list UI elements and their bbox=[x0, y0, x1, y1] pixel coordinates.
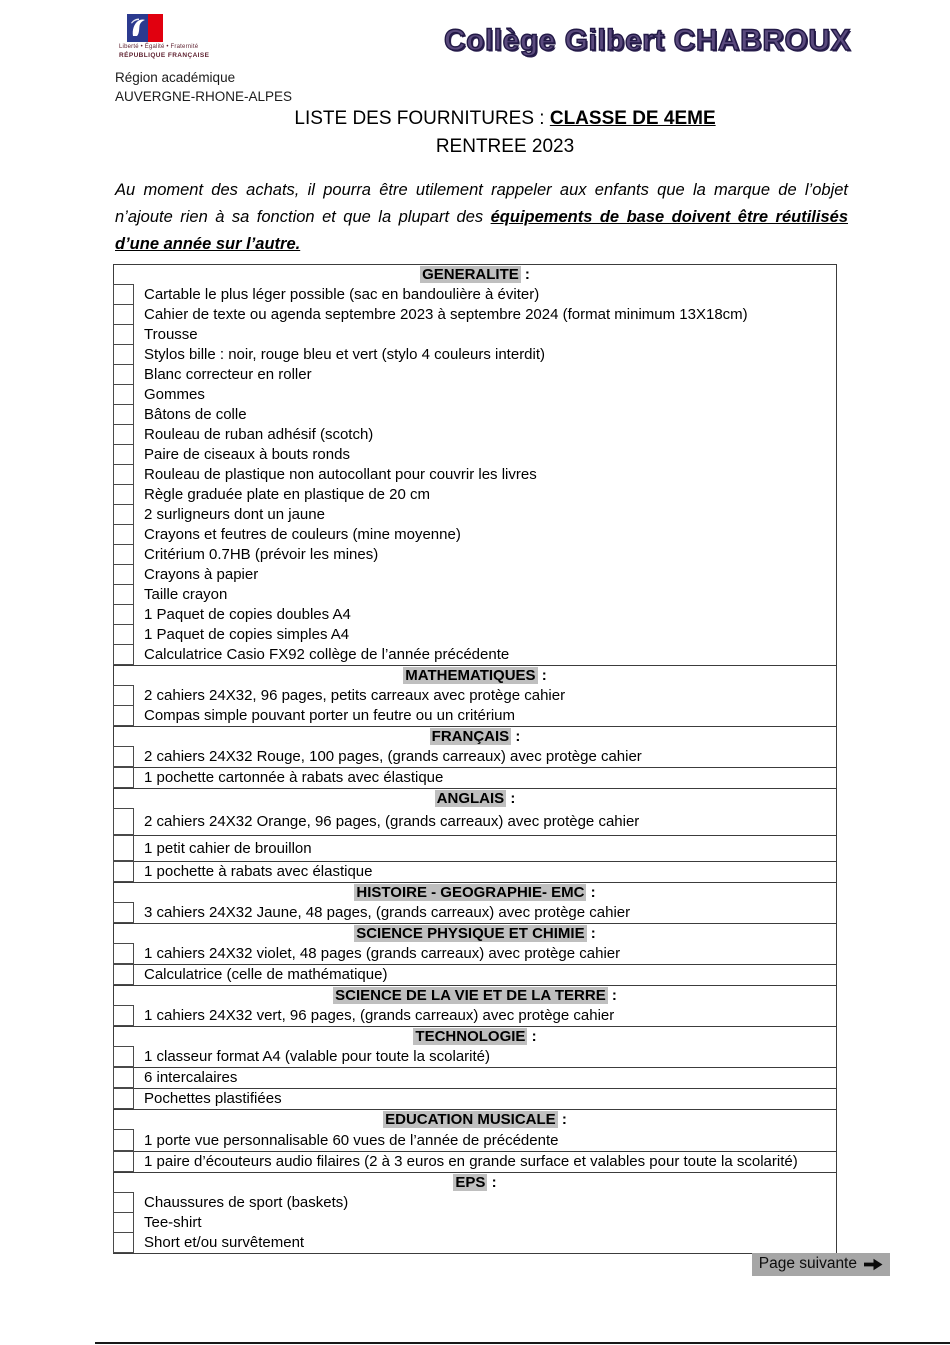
item-checkbox[interactable] bbox=[113, 444, 134, 465]
table-row bbox=[114, 706, 836, 726]
next-page-label: Page suivante bbox=[758, 1255, 857, 1272]
item-label: 1 cahiers 24X32 vert, 96 pages, (grands carreaux) avec protège cahier bbox=[144, 1007, 615, 1024]
item-checkbox[interactable] bbox=[113, 364, 134, 385]
section-header: SCIENCE PHYSIQUE ET CHIMIE : bbox=[114, 923, 836, 944]
section-title-highlight: SCIENCE PHYSIQUE ET CHIMIE bbox=[356, 925, 585, 942]
item-label: Taille crayon bbox=[144, 586, 228, 603]
region-line2: AUVERGNE-RHONE-ALPES bbox=[115, 89, 293, 105]
item-checkbox[interactable] bbox=[113, 284, 134, 305]
item-label: 1 pochette cartonnée à rabats avec élastique bbox=[144, 769, 444, 786]
item-label: Chaussures de sport (baskets) bbox=[144, 1194, 349, 1211]
table-row bbox=[114, 1193, 836, 1213]
table-row bbox=[114, 1151, 836, 1172]
item-checkbox[interactable] bbox=[113, 861, 134, 882]
item-label: Calculatrice Casio FX92 collège de l’année précédente bbox=[144, 646, 510, 663]
item-checkbox[interactable] bbox=[113, 604, 134, 625]
item-label: Blanc correcteur en roller bbox=[144, 366, 312, 383]
section-title-highlight: EDUCATION MUSICALE bbox=[385, 1111, 556, 1128]
item-checkbox[interactable] bbox=[113, 464, 134, 485]
flag-blue-panel bbox=[127, 14, 148, 42]
item-label: 2 cahiers 24X32 Orange, 96 pages, (grands carreaux) avec protège cahier bbox=[144, 813, 640, 830]
item-label: 1 paire d’écouteurs audio filaires (2 à 3 euros en grande surface et valables pour toute la scolarité) bbox=[144, 1153, 798, 1170]
item-checkbox[interactable] bbox=[113, 584, 134, 605]
republic-logo-block bbox=[115, 14, 305, 107]
item-label: Règle graduée plate en plastique de 20 cm bbox=[144, 486, 431, 503]
table-row bbox=[114, 1047, 836, 1067]
item-checkbox[interactable] bbox=[113, 835, 134, 861]
section-title-highlight: GENERALITE bbox=[422, 266, 519, 283]
table-row bbox=[114, 425, 836, 445]
item-label: 1 pochette à rabats avec élastique bbox=[144, 863, 373, 880]
table-row bbox=[114, 1067, 836, 1088]
item-checkbox[interactable] bbox=[113, 1088, 134, 1109]
item-checkbox[interactable] bbox=[113, 943, 134, 964]
section-title-highlight: SCIENCE DE LA VIE ET DE LA TERRE bbox=[335, 987, 606, 1004]
item-label: 1 porte vue personnalisable 60 vues de l’année de précédente bbox=[144, 1131, 559, 1149]
table-row bbox=[114, 747, 836, 767]
section-header: EDUCATION MUSICALE : bbox=[114, 1109, 836, 1130]
school-title: Collège Gilbert CHABROUX bbox=[443, 24, 852, 57]
item-label: Cartable le plus léger possible (sac en bandoulière à éviter) bbox=[144, 286, 540, 303]
table-row bbox=[114, 964, 836, 985]
table-row bbox=[114, 365, 836, 385]
item-label: 2 surligneurs dont un jaune bbox=[144, 506, 325, 523]
table-row bbox=[114, 525, 836, 545]
table-row bbox=[114, 1213, 836, 1233]
item-checkbox[interactable] bbox=[113, 1212, 134, 1233]
title-class-level: CLASSE DE 4EME bbox=[549, 108, 716, 129]
section-header: EPS : bbox=[114, 1172, 836, 1193]
item-label: Short et/ou survêtement bbox=[144, 1234, 305, 1251]
section-header: MATHEMATIQUES : bbox=[114, 665, 836, 686]
region-academique-label bbox=[115, 68, 305, 107]
section-title-highlight: EPS bbox=[455, 1174, 486, 1191]
item-label: 1 Paquet de copies simples A4 bbox=[144, 626, 350, 643]
item-checkbox[interactable] bbox=[113, 1067, 134, 1088]
item-label: 1 Paquet de copies doubles A4 bbox=[144, 606, 351, 623]
item-checkbox[interactable] bbox=[113, 964, 134, 985]
item-label: Crayons à papier bbox=[144, 566, 259, 583]
table-row bbox=[114, 585, 836, 605]
item-label: Crayons et feutres de couleurs (mine moyenne) bbox=[144, 526, 461, 543]
table-row bbox=[114, 1233, 836, 1253]
section-header: ANGLAIS : bbox=[114, 788, 836, 809]
item-checkbox[interactable] bbox=[113, 384, 134, 405]
item-label: Paire de ciseaux à bouts ronds bbox=[144, 446, 350, 463]
table-row bbox=[114, 505, 836, 525]
table-row bbox=[114, 809, 836, 835]
table-row bbox=[114, 944, 836, 964]
table-row bbox=[114, 565, 836, 585]
item-label: 2 cahiers 24X32 Rouge, 100 pages, (grands carreaux) avec protège cahier bbox=[144, 748, 642, 765]
section-title-highlight: ANGLAIS bbox=[436, 790, 505, 807]
motto-text: Liberté • Égalité • Fraternité bbox=[119, 44, 199, 50]
arrow-right-icon bbox=[864, 1258, 883, 1271]
item-checkbox[interactable] bbox=[113, 504, 134, 525]
item-checkbox[interactable] bbox=[113, 644, 134, 665]
section-header: HISTOIRE - GEOGRAPHIE- EMC : bbox=[114, 882, 836, 903]
table-row bbox=[114, 903, 836, 923]
item-label: 2 cahiers 24X32, 96 pages, petits carreaux avec protège cahier bbox=[144, 687, 566, 704]
supplies-table bbox=[113, 264, 837, 1254]
title-prefix: LISTE DES FOURNITURES : bbox=[294, 108, 550, 129]
section-title-highlight: HISTOIRE - GEOGRAPHIE- EMC bbox=[356, 884, 585, 901]
item-checkbox[interactable] bbox=[113, 1192, 134, 1213]
item-checkbox[interactable] bbox=[113, 544, 134, 565]
marianne-icon bbox=[127, 14, 148, 42]
item-label: Cahier de texte ou agenda septembre 2023 à septembre 2024 (format minimum 13X18cm) bbox=[144, 306, 748, 323]
document-title bbox=[115, 108, 895, 130]
intro-normal-text: Au moment des achats, il pourra être utilement rappeler aux enfants que la marque de l’objet n’ajoute rien à sa fonction et que la plupart des bbox=[115, 181, 848, 226]
item-label: 1 cahiers 24X32 violet, 48 pages (grands carreaux) avec protège cahier bbox=[144, 945, 621, 962]
item-label: Tee-shirt bbox=[144, 1214, 202, 1231]
table-row bbox=[114, 686, 836, 706]
item-checkbox[interactable] bbox=[113, 304, 134, 325]
item-checkbox[interactable] bbox=[113, 564, 134, 585]
republic-text: RÉPUBLIQUE FRANÇAISE bbox=[119, 51, 210, 59]
section-header: SCIENCE DE LA VIE ET DE LA TERRE : bbox=[114, 985, 836, 1006]
item-label: Gommes bbox=[144, 386, 205, 403]
item-label: Critérium 0.7HB (prévoir les mines) bbox=[144, 546, 379, 563]
item-checkbox[interactable] bbox=[113, 808, 134, 835]
table-row bbox=[114, 465, 836, 485]
section-header: TECHNOLOGIE : bbox=[114, 1026, 836, 1047]
table-row bbox=[114, 385, 836, 405]
section-title-highlight: TECHNOLOGIE bbox=[415, 1028, 526, 1045]
table-row bbox=[114, 545, 836, 565]
item-label: 1 classeur format A4 (valable pour toute la scolarité) bbox=[144, 1048, 491, 1065]
table-row bbox=[114, 1088, 836, 1109]
table-row bbox=[114, 861, 836, 882]
flag-red-panel bbox=[148, 14, 163, 42]
item-checkbox[interactable] bbox=[113, 424, 134, 445]
table-row bbox=[114, 645, 836, 665]
item-label: Compas simple pouvant porter un feutre ou un critérium bbox=[144, 707, 516, 724]
table-row bbox=[114, 345, 836, 365]
intro-emphasis-text: équipements de base doivent être réutilisés d’une année sur l’autre. bbox=[115, 208, 848, 253]
item-checkbox[interactable] bbox=[113, 624, 134, 645]
table-row bbox=[114, 485, 836, 505]
item-checkbox[interactable] bbox=[113, 484, 134, 505]
item-checkbox[interactable] bbox=[113, 1232, 134, 1253]
table-row bbox=[114, 445, 836, 465]
document-subtitle: RENTREE 2023 bbox=[435, 136, 575, 157]
item-checkbox[interactable] bbox=[113, 1151, 134, 1172]
section-header: GENERALITE : bbox=[422, 266, 530, 283]
item-checkbox[interactable] bbox=[113, 344, 134, 365]
table-row bbox=[114, 767, 836, 788]
item-label: Calculatrice (celle de mathématique) bbox=[144, 966, 388, 983]
table-row bbox=[114, 325, 836, 345]
item-checkbox[interactable] bbox=[113, 685, 134, 706]
section-title-highlight: FRANÇAIS bbox=[431, 728, 510, 745]
item-checkbox[interactable] bbox=[113, 767, 134, 788]
item-checkbox[interactable] bbox=[113, 524, 134, 545]
table-row bbox=[114, 625, 836, 645]
item-label: Trousse bbox=[144, 326, 198, 343]
item-checkbox[interactable] bbox=[113, 705, 134, 726]
item-label: 3 cahiers 24X32 Jaune, 48 pages, (grands carreaux) avec protège cahier bbox=[144, 904, 631, 921]
table-row bbox=[114, 605, 836, 625]
logo-caption bbox=[119, 44, 305, 60]
item-checkbox[interactable] bbox=[113, 746, 134, 767]
region-line1: Région académique bbox=[115, 69, 236, 85]
table-row bbox=[114, 285, 836, 305]
item-checkbox[interactable] bbox=[113, 1046, 134, 1067]
item-checkbox[interactable] bbox=[113, 1129, 134, 1151]
table-row bbox=[114, 405, 836, 425]
section-title-highlight: MATHEMATIQUES bbox=[405, 667, 536, 684]
item-label: Rouleau de ruban adhésif (scotch) bbox=[144, 426, 374, 443]
item-checkbox[interactable] bbox=[113, 324, 134, 345]
table-row bbox=[114, 835, 836, 861]
intro-paragraph bbox=[115, 177, 848, 258]
item-checkbox[interactable] bbox=[113, 404, 134, 425]
table-row bbox=[114, 1006, 836, 1026]
item-label: Rouleau de plastique non autocollant pour couvrir les livres bbox=[144, 466, 537, 483]
item-checkbox[interactable] bbox=[113, 902, 134, 923]
item-label: Stylos bille : noir, rouge bleu et vert (stylo 4 couleurs interdit) bbox=[144, 346, 546, 363]
page-edge-line bbox=[95, 1342, 950, 1344]
table-row bbox=[114, 305, 836, 325]
section-header: FRANÇAIS : bbox=[114, 726, 836, 747]
item-label: Pochettes plastifiées bbox=[144, 1090, 282, 1107]
item-label: Bâtons de colle bbox=[144, 406, 247, 423]
next-page-button[interactable] bbox=[752, 1253, 890, 1276]
item-label: 6 intercalaires bbox=[144, 1069, 238, 1086]
table-row bbox=[114, 1130, 836, 1151]
french-flag-logo bbox=[127, 14, 163, 42]
item-checkbox[interactable] bbox=[113, 1005, 134, 1026]
item-label: 1 petit cahier de brouillon bbox=[144, 839, 312, 857]
